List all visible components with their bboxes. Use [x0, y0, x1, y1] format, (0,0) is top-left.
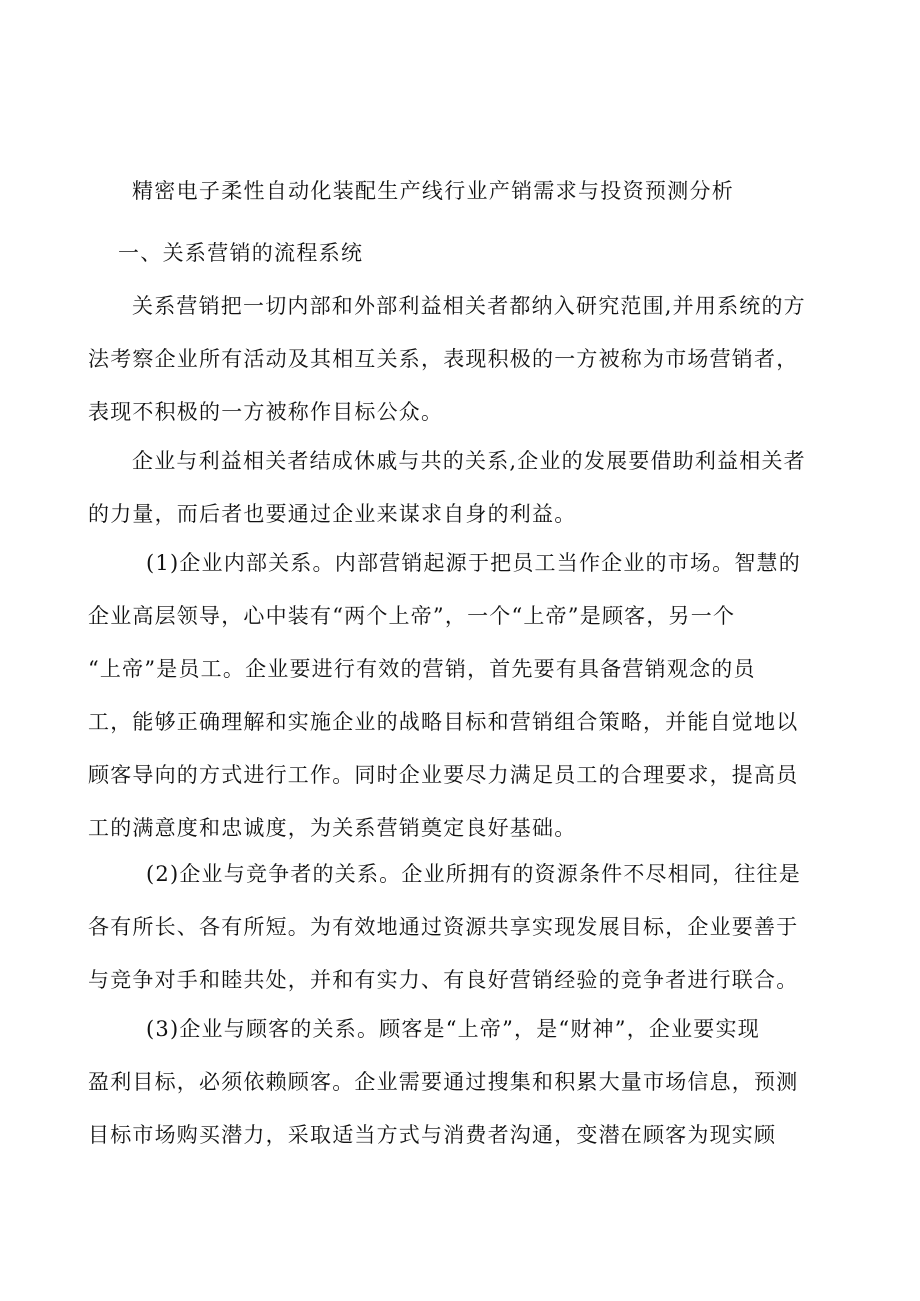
paragraph-line: (1)企业内部关系。内部营销起源于把员工当作企业的市场。智慧的 [146, 551, 801, 575]
paragraph-line: “上帝”是员工。企业要进行有效的营销，首先要有具备营销观念的员 [88, 657, 756, 681]
paragraph-line: 表现不积极的一方被称作目标公众。 [88, 400, 444, 424]
paragraph-line: 与竞争对手和睦共处，并和有实力、有良好营销经验的竞争者进行联合。 [88, 968, 799, 992]
paragraph-line: 企业高层领导，心中装有“两个上帝”，一个“上帝”是顾客，另一个 [88, 604, 736, 628]
paragraph-line: 工的满意度和忠诚度，为关系营销奠定良好基础。 [88, 816, 577, 840]
paragraph-line: (3)企业与顾客的关系。顾客是“上帝”，是“财神”，企业要实现 [146, 1017, 760, 1041]
paragraph-internal-relations [88, 537, 830, 855]
paragraph-line: (2)企业与竞争者的关系。企业所拥有的资源条件不尽相同，往往是 [146, 862, 801, 886]
paragraph-customer-relations [88, 1003, 830, 1162]
paragraph-line: 各有所长、各有所短。为有效地通过资源共享实现发展目标，企业要善于 [88, 915, 799, 939]
paragraph-line: 工，能够正确理解和实施企业的战略目标和营销组合策略，并能自觉地以 [88, 710, 799, 734]
paragraph-line: 盈利目标，必须依赖顾客。企业需要通过搜集和积累大量市场信息，预测 [88, 1070, 799, 1094]
paragraph-line: 关系营销把一切内部和外部利益相关者都纳入研究范围,并用系统的方 [132, 294, 806, 318]
paragraph-line: 企业与利益相关者结成休戚与共的关系,企业的发展要借助利益相关者 [132, 449, 806, 473]
document-title: 精密电子柔性自动化装配生产线行业产销需求与投资预测分析 [132, 179, 735, 203]
paragraph-relationship-marketing-scope [88, 280, 830, 439]
section-heading: 一、关系营销的流程系统 [118, 241, 364, 265]
paragraph-line: 目标市场购买潜力，采取适当方式与消费者沟通，变潜在顾客为现实顾 [88, 1123, 777, 1147]
paragraph-line: 法考察企业所有活动及其相互关系，表现积极的一方被称为市场营销者， [88, 347, 799, 371]
paragraph-line: 的力量，而后者也要通过企业来谋求自身的利益。 [88, 502, 577, 526]
paragraph-line: 顾客导向的方式进行工作。同时企业要尽力满足员工的合理要求，提高员 [88, 763, 799, 787]
paragraph-stakeholder-relationship [88, 435, 830, 541]
paragraph-competitor-relations [88, 848, 830, 1007]
